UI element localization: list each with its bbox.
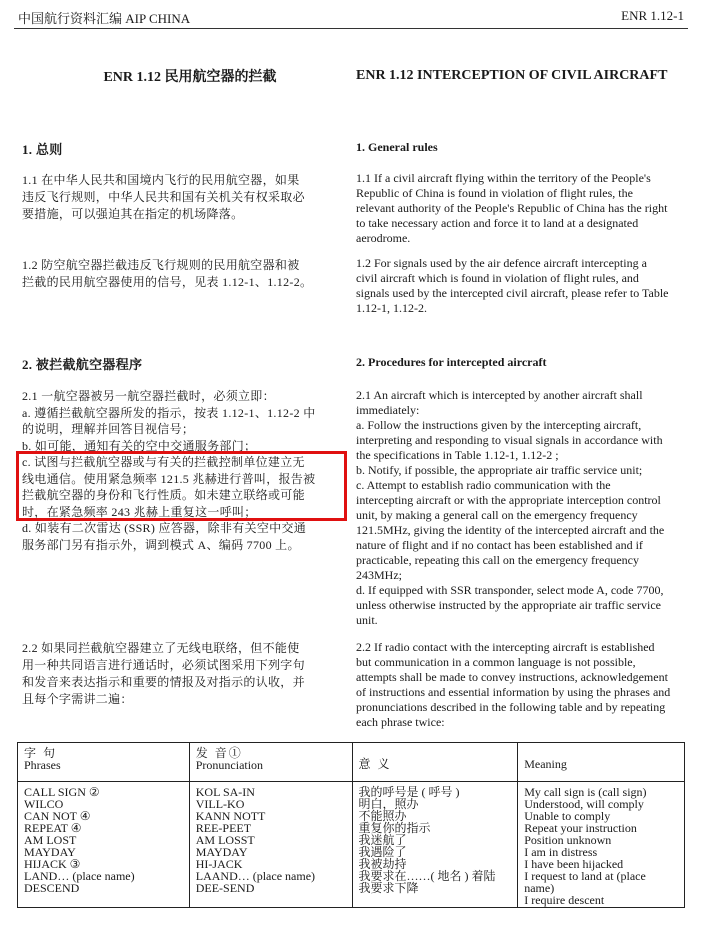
- sec2-p1-en: [356, 388, 680, 628]
- sec2-heading-cn: 2. 被拦截航空器程序: [22, 357, 143, 372]
- text-line: b. 如可能，通知有关的空中交通服务部门；: [22, 438, 257, 453]
- list-item: Unable to comply: [524, 809, 611, 823]
- text-line: 和发音来表达指示和重要的情报及对指示的认收，并: [22, 675, 305, 689]
- list-item: I request to land at (place name): [524, 869, 646, 895]
- meanings-en-cell: [518, 782, 685, 908]
- list-item: Repeat your instruction: [524, 821, 637, 835]
- title-cn: ENR 1.12 民用航空器的拦截: [103, 70, 277, 85]
- text-line: 时，在紧急频率 243 兆赫上重复这一呼叫；: [22, 504, 257, 519]
- header-phrases-cn: 字 句: [24, 746, 58, 760]
- text-line: 2.1 一航空器被另一航空器拦截时，必须立即：: [22, 389, 275, 403]
- sec2-p2-cn: [22, 640, 348, 708]
- text-line: d. If equipped with SSR transponder, select mode A, code 7700,: [356, 583, 664, 597]
- text-line: 要措施，可以强迫其在指定的机场降落。: [22, 207, 244, 221]
- list-item: I require descent: [524, 893, 605, 907]
- text-line: 2.1 An aircraft which is intercepted by another aircraft shall: [356, 388, 643, 402]
- text-line: each phrase twice:: [356, 715, 445, 729]
- text-line: 且每个字需讲二遍：: [22, 692, 133, 706]
- text-line: attempts shall be made to convey instructions, acknowledgement: [356, 670, 668, 684]
- list-item: HIJACK ③: [24, 857, 81, 871]
- list-item: LAAND… (place name): [195, 869, 316, 883]
- list-item: VILL-KO: [195, 797, 245, 811]
- list-item: DEE-SEND: [195, 881, 255, 895]
- text-line: intercepting aircraft or with the appropriate interception control: [356, 493, 661, 507]
- text-line: d. 如装有二次雷达 (SSR) 应答器，除非有关空中交通: [22, 521, 307, 535]
- list-item: AM LOST: [24, 833, 77, 847]
- sec1-heading-cn: 1. 总则: [22, 142, 63, 157]
- list-item: LAND… (place name): [24, 869, 135, 883]
- text-line: 121.5MHz, giving the identity of the intercepted aircraft and the: [356, 523, 665, 537]
- text-line: immediately:: [356, 403, 420, 417]
- text-line: unit, by making a general call on the emergency frequency: [356, 508, 638, 522]
- list-item: KOL SA-IN: [195, 785, 255, 799]
- list-item: CAN NOT ④: [24, 809, 91, 823]
- header-pronunciation-en: Pronunciation: [195, 758, 264, 772]
- text-line: 1.2 防空航空器拦截违反飞行规则的民用航空器和被: [22, 258, 300, 272]
- text-line: unless otherwise instructed by the appropriate air traffic service: [356, 598, 661, 612]
- phrases-cell: [18, 782, 190, 908]
- page-header-left: 中国航行资料汇编 AIP CHINA: [18, 11, 191, 26]
- list-item: Position unknown: [524, 833, 612, 847]
- header-meaning-cn: [352, 743, 518, 782]
- sec2-p2-en: [356, 640, 680, 730]
- list-item: 重复你的指示: [358, 821, 431, 835]
- list-item: 我被劫持: [358, 857, 407, 871]
- text-line: nature of flight and if no contact has been established and if: [356, 538, 643, 552]
- text-line: interpreting and responding to visual signals in accordance with: [356, 433, 663, 447]
- list-item: Understood, will comply: [524, 797, 644, 811]
- list-item: AM LOSST: [195, 833, 255, 847]
- header-meaning-cn-text: 意 义: [358, 757, 392, 771]
- list-item: 我的呼号是 ( 呼号 ): [358, 785, 460, 799]
- text-line: pronunciations described in the following table and by repeating: [356, 700, 666, 714]
- text-line: c. Attempt to establish radio communication with the: [356, 478, 611, 492]
- list-item: CALL SIGN ②: [24, 785, 100, 799]
- header-meaning-en: [518, 743, 685, 782]
- list-item: 不能照办: [358, 809, 407, 823]
- header-meaning-en-text: Meaning: [524, 757, 567, 771]
- text-line: 243MHz;: [356, 568, 402, 582]
- pronunciations-cell: [189, 782, 352, 908]
- sec1-p2-en: [356, 256, 680, 316]
- title-en: ENR 1.12 INTERCEPTION OF CIVIL AIRCRAFT: [356, 68, 668, 83]
- list-item: MAYDAY: [195, 845, 248, 859]
- text-line: of instructions and essential information by using the phrases and: [356, 685, 671, 699]
- sec1-p2-cn: [22, 257, 348, 291]
- sec1-p1-cn: [22, 172, 348, 223]
- list-item: 我要求在……( 地名 ) 着陆: [358, 869, 496, 883]
- table-header-row: [18, 743, 685, 782]
- meanings-cn-cell: [352, 782, 518, 908]
- text-line: practicable, repeating this call on the emergency frequency: [356, 553, 639, 567]
- header-phrases: [18, 743, 190, 782]
- header-rule: [14, 28, 688, 29]
- list-item: REPEAT ④: [24, 821, 82, 835]
- text-line: signals used by the intercepted civil aircraft, please refer to Table: [356, 286, 669, 300]
- text-line: 2.2 如果同拦截航空器建立了无线电联络，但不能使: [22, 641, 300, 655]
- list-item: WILCO: [24, 797, 64, 811]
- header-pronunciation-cn: 发 音①: [195, 746, 243, 760]
- list-item: 我遇险了: [358, 845, 407, 859]
- list-item: HI-JACK: [195, 857, 243, 871]
- text-line: 1.2 For signals used by the air defence aircraft intercepting a: [356, 256, 647, 270]
- list-item: KANN NOTT: [195, 809, 266, 823]
- table-row: [18, 782, 685, 908]
- list-item: MAYDAY: [24, 845, 76, 859]
- list-item: DESCEND: [24, 881, 80, 895]
- text-line: 违反飞行规则，中华人民共和国有关机关有权采取必: [22, 190, 305, 204]
- sec2-heading-en: 2. Procedures for intercepted aircraft: [356, 355, 547, 369]
- text-line: relevant authority of the People's Republic of China has the right: [356, 201, 668, 215]
- text-line: 1.12-1, 1.12-2.: [356, 301, 427, 315]
- text-line: 拦截的民用航空器使用的信号，见表 1.12-1、1.12-2。: [22, 275, 313, 289]
- page-number: ENR 1.12-1: [621, 8, 684, 23]
- text-line: 服务部门另有指示外，调到模式 A、编码 7700 上。: [22, 537, 300, 552]
- sec1-p1-en: [356, 171, 680, 246]
- list-item: REE-PEET: [195, 821, 252, 835]
- text-line: unit.: [356, 613, 378, 627]
- list-item: 我迷航了: [358, 833, 407, 847]
- text-line: 用一种共同语言进行通话时，必须试图采用下列字句: [22, 658, 305, 672]
- text-line: 拦截航空器的身份和飞行性质。如未建立联络或可能: [22, 488, 305, 502]
- text-line: 1.1 在中华人民共和国境内飞行的民用航空器，如果: [22, 173, 300, 187]
- text-line: a. 遵循拦截航空器所发的指示，按表 1.12-1、1.12-2 中: [22, 405, 316, 420]
- sec2-p1-cn: [22, 388, 348, 553]
- header-phrases-en: Phrases: [24, 758, 61, 772]
- text-line: 1.1 If a civil aircraft flying within the territory of the People's: [356, 171, 651, 185]
- text-line: 2.2 If radio contact with the intercepting aircraft is established: [356, 640, 655, 654]
- text-line: aerodrome.: [356, 231, 411, 245]
- sec1-heading-en: 1. General rules: [356, 140, 438, 154]
- text-line: a. Follow the instructions given by the intercepting aircraft,: [356, 418, 642, 432]
- text-line: c. 试图与拦截航空器或与有关的拦截控制单位建立无: [22, 455, 305, 469]
- text-line: Republic of China is found in violation of flight rules, the: [356, 186, 633, 200]
- text-line: 的说明，理解并回答目视信号；: [22, 422, 195, 436]
- text-line: but communication in a common language is not possible,: [356, 655, 636, 669]
- text-line: b. Notify, if possible, the appropriate air traffic service unit;: [356, 463, 643, 477]
- list-item: 明白，照办: [358, 797, 419, 811]
- text-line: the specifications in Table 1.12-1, 1.12-2 ;: [356, 448, 559, 462]
- list-item: My call sign is (call sign): [524, 785, 647, 799]
- list-item: 我要求下降: [358, 881, 419, 895]
- header-pronunciation: [189, 743, 352, 782]
- text-line: civil aircraft which is found in violation of flight rules, and: [356, 271, 639, 285]
- list-item: I am in distress: [524, 845, 598, 859]
- list-item: I have been hijacked: [524, 857, 624, 871]
- text-line: 线电通信。使用紧急频率 121.5 兆赫进行普叫，报告被: [22, 471, 316, 486]
- phrase-table: [17, 742, 685, 908]
- text-line: to take necessary action and force it to land at a designated: [356, 216, 639, 230]
